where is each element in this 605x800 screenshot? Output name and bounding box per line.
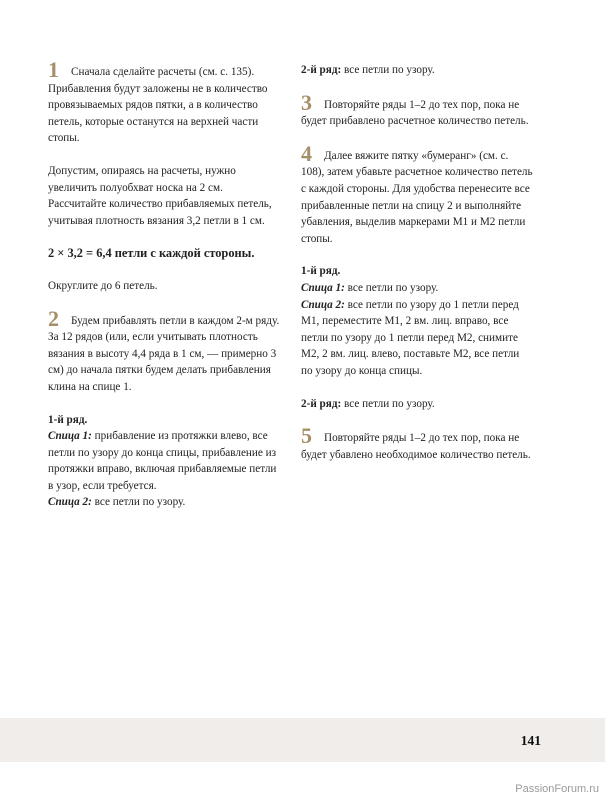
row-1-heading: 1-й ряд. (48, 413, 88, 426)
left-column (48, 57, 280, 511)
step-2-text: Будем прибавлять петли в каждом 2-м ряду. За 12 рядов (или, если учитывать плотность вязания в высоту 4,4 ряда в 1 см, — примерно 3 см) до начала пятки будем делать прибавления клина на спице 1. (48, 314, 280, 393)
needle-2-label-right: Спица 2: (301, 298, 345, 311)
needle-1-text: прибавление из протяжки влево, все петли по узору до конца спицы, прибавление из протяжки вправо, включая прибавляемые петли в узор, если требуется. (48, 430, 277, 492)
needle-1-instruction (48, 428, 280, 494)
step-5-number: 5 (301, 423, 312, 449)
row-2-instruction (301, 62, 533, 79)
page-number: 141 (520, 733, 541, 748)
needle-1-instruction-right (301, 280, 533, 297)
needle-1-text-right: все петли по узору. (344, 281, 439, 294)
step-1 (48, 57, 280, 147)
step-4 (301, 140, 533, 248)
right-column (301, 62, 533, 479)
formula: 2 × 3,2 = 6,4 петли с каждой стороны. (48, 246, 255, 261)
footer-band (0, 718, 605, 762)
step-4-text: Далее вяжите пятку «бумеранг» (см. с. 108), затем убавьте расчетное количество петель с каждой стороны. Для удобства перенесите все прибавленные петли на спицу 2 и выполняйте убавления, выделив маркерами М1 и М2 петли стопы. (301, 149, 533, 245)
needle-2-instruction (48, 494, 280, 511)
step-3 (301, 89, 533, 130)
needle-2-text: все петли по узору. (91, 496, 186, 509)
step-2 (48, 305, 280, 396)
step-4-number: 4 (301, 140, 312, 166)
example-paragraph: Допустим, опираясь на расчеты, нужно увеличить полуобхват носка на 2 см. Рассчитайте количество прибавляемых петель, учитывая плотность вязания 3,2 петли в 1 см. (48, 164, 272, 227)
watermark: PassionForum.ru (515, 783, 599, 795)
row-2-text-second: все петли по узору. (341, 397, 435, 410)
step-2-number: 2 (48, 305, 59, 331)
row-2-heading-second: 2-й ряд: (301, 397, 342, 410)
step-1-number: 1 (48, 57, 59, 82)
needle-1-label: Спица 1: (48, 430, 92, 443)
step-1-text: Сначала сделайте расчеты (см. с. 135). Прибавления будут заложены не в количество провязываемых рядов пятки, а в количество петель, которые останутся на верхней части стопы. (48, 66, 268, 145)
needle-1-label-right: Спица 1: (301, 281, 345, 294)
step-5-text: Повторяйте ряды 1–2 до тех пор, пока не будет убавлено необходимое количество петель. (301, 432, 531, 461)
step-3-text: Повторяйте ряды 1–2 до тех пор, пока не будет прибавлено расчетное количество петель. (301, 98, 529, 128)
row-1-heading-right: 1-й ряд. (301, 265, 341, 278)
step-5 (301, 423, 533, 463)
needle-2-text-right: все петли по узору до 1 петли перед М1, переместите М1, 2 вм. лиц. вправо, все петли по узору до 1 петли перед М2, снимите М2, 2 вм. лиц. влево, поставьте М2, все петли по узору до конца спицы. (301, 298, 520, 377)
row-2-instruction-second (301, 396, 533, 413)
step-3-number: 3 (301, 89, 312, 115)
needle-2-instruction-right (301, 297, 533, 380)
round-paragraph: Округлите до 6 петель. (48, 279, 158, 292)
row-2-heading: 2-й ряд: (301, 64, 342, 76)
row-2-text: все петли по узору. (341, 64, 435, 76)
needle-2-label: Спица 2: (48, 496, 92, 509)
